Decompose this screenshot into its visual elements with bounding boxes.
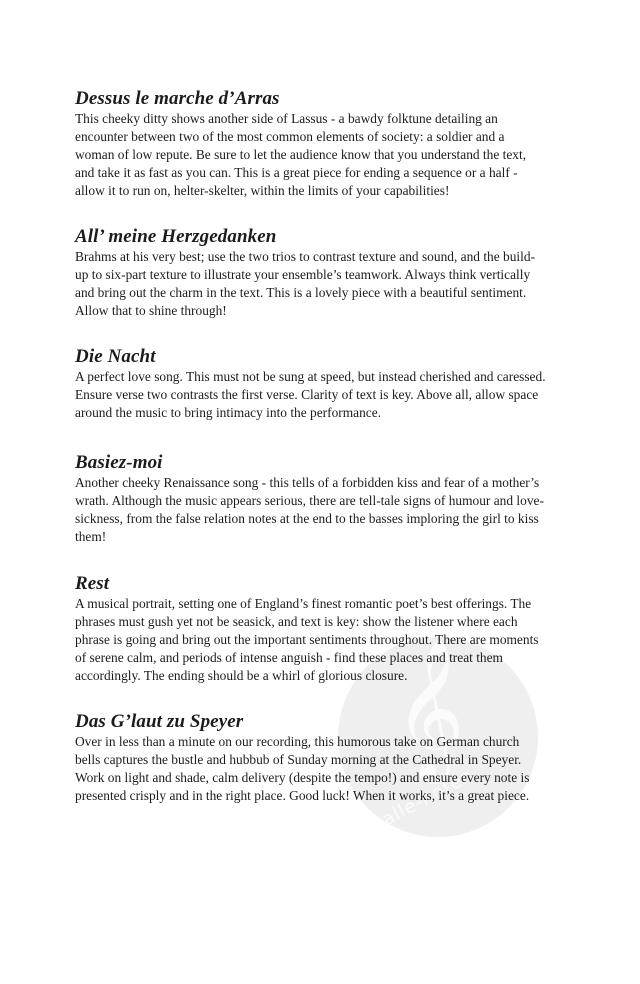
body-line: phrase is going and bring out the important sentiments throughout. There are moments bbox=[75, 632, 539, 648]
body-line: presented crisply and in the right place. Good luck! When it works, it’s a great piece. bbox=[75, 788, 530, 804]
section-title: All’ meine Herzgedanken bbox=[75, 226, 277, 247]
body-line: of serene calm, and periods of intense anguish - find these places and treat them bbox=[75, 650, 503, 666]
body-line: Work on light and shade, calm delivery (despite the tempo!) and ensure every note is bbox=[75, 770, 530, 786]
body-line: phrases must gush yet not be seasick, and text is key: show the listener where each bbox=[75, 614, 518, 630]
treble-clef-icon: 𝄞 bbox=[394, 639, 465, 778]
body-line: and bring out the charm in the text. This is a lovely piece with a beautiful sentiment. bbox=[75, 285, 527, 301]
section-title: Basiez-moi bbox=[75, 452, 163, 473]
section-title: Rest bbox=[75, 573, 110, 594]
body-line: This cheeky ditty shows another side of Lassus - a bawdy folktune detailing an bbox=[75, 111, 498, 126]
body-line: up to six-part texture to illustrate your ensemble’s teamwork. Always think vertically bbox=[75, 267, 531, 283]
watermark-text: alle-noten bbox=[378, 764, 478, 831]
body-line: Brahms at his very best; use the two trios to contrast texture and sound, and the build- bbox=[75, 249, 536, 264]
section-title: Die Nacht bbox=[75, 346, 156, 367]
section-dessus-le-marche bbox=[75, 88, 575, 200]
body-line: Ensure verse two contrasts the first verse. Clarity of text is key. Above all, allow space bbox=[75, 387, 539, 403]
section-rest bbox=[75, 573, 575, 685]
body-line: A musical portrait, setting one of England’s finest romantic poet’s best offerings. The bbox=[75, 596, 532, 611]
body-line: around the music to bring intimacy into the performance. bbox=[75, 405, 382, 421]
body-line: woman of low repute. Be sure to let the audience know that you understand the text, bbox=[75, 147, 527, 163]
section-basiez-moi bbox=[75, 452, 575, 546]
body-line: accordingly. The ending should be a whirl of glorious closure. bbox=[75, 668, 408, 684]
body-line: wrath. Although the music appears serious, there are tell-tale signs of humour and love- bbox=[75, 493, 544, 509]
body-line: and take it as fast as you can. This is a great piece for ending a sequence or a half - bbox=[75, 165, 518, 181]
body-line: A perfect love song. This must not be sung at speed, but instead cherished and caressed. bbox=[75, 369, 546, 384]
body-line: encounter between two of the most common elements of society: a soldier and a bbox=[75, 129, 505, 145]
body-line: Allow that to shine through! bbox=[75, 303, 227, 319]
section-all-meine-herzgedanken bbox=[75, 226, 575, 320]
section-die-nacht bbox=[75, 346, 575, 422]
body-line: allow it to run on, helter-skelter, within the limits of your capabilities! bbox=[75, 183, 450, 199]
body-line: sickness, from the false relation notes at the end to the basses imploring the girl to kiss bbox=[75, 511, 539, 527]
section-das-glaut-zu-speyer bbox=[75, 711, 575, 805]
body-line: bells captures the bustle and hubbub of Sunday morning at the Cathedral in Speyer. bbox=[75, 752, 522, 768]
section-title: Dessus le marche d’Arras bbox=[75, 88, 280, 109]
body-line: them! bbox=[75, 529, 107, 545]
body-line: Over in less than a minute on our recording, this humorous take on German church bbox=[75, 734, 520, 749]
body-line: Another cheeky Renaissance song - this tells of a forbidden kiss and fear of a mother’s bbox=[75, 475, 540, 490]
section-title: Das G’laut zu Speyer bbox=[75, 711, 244, 732]
